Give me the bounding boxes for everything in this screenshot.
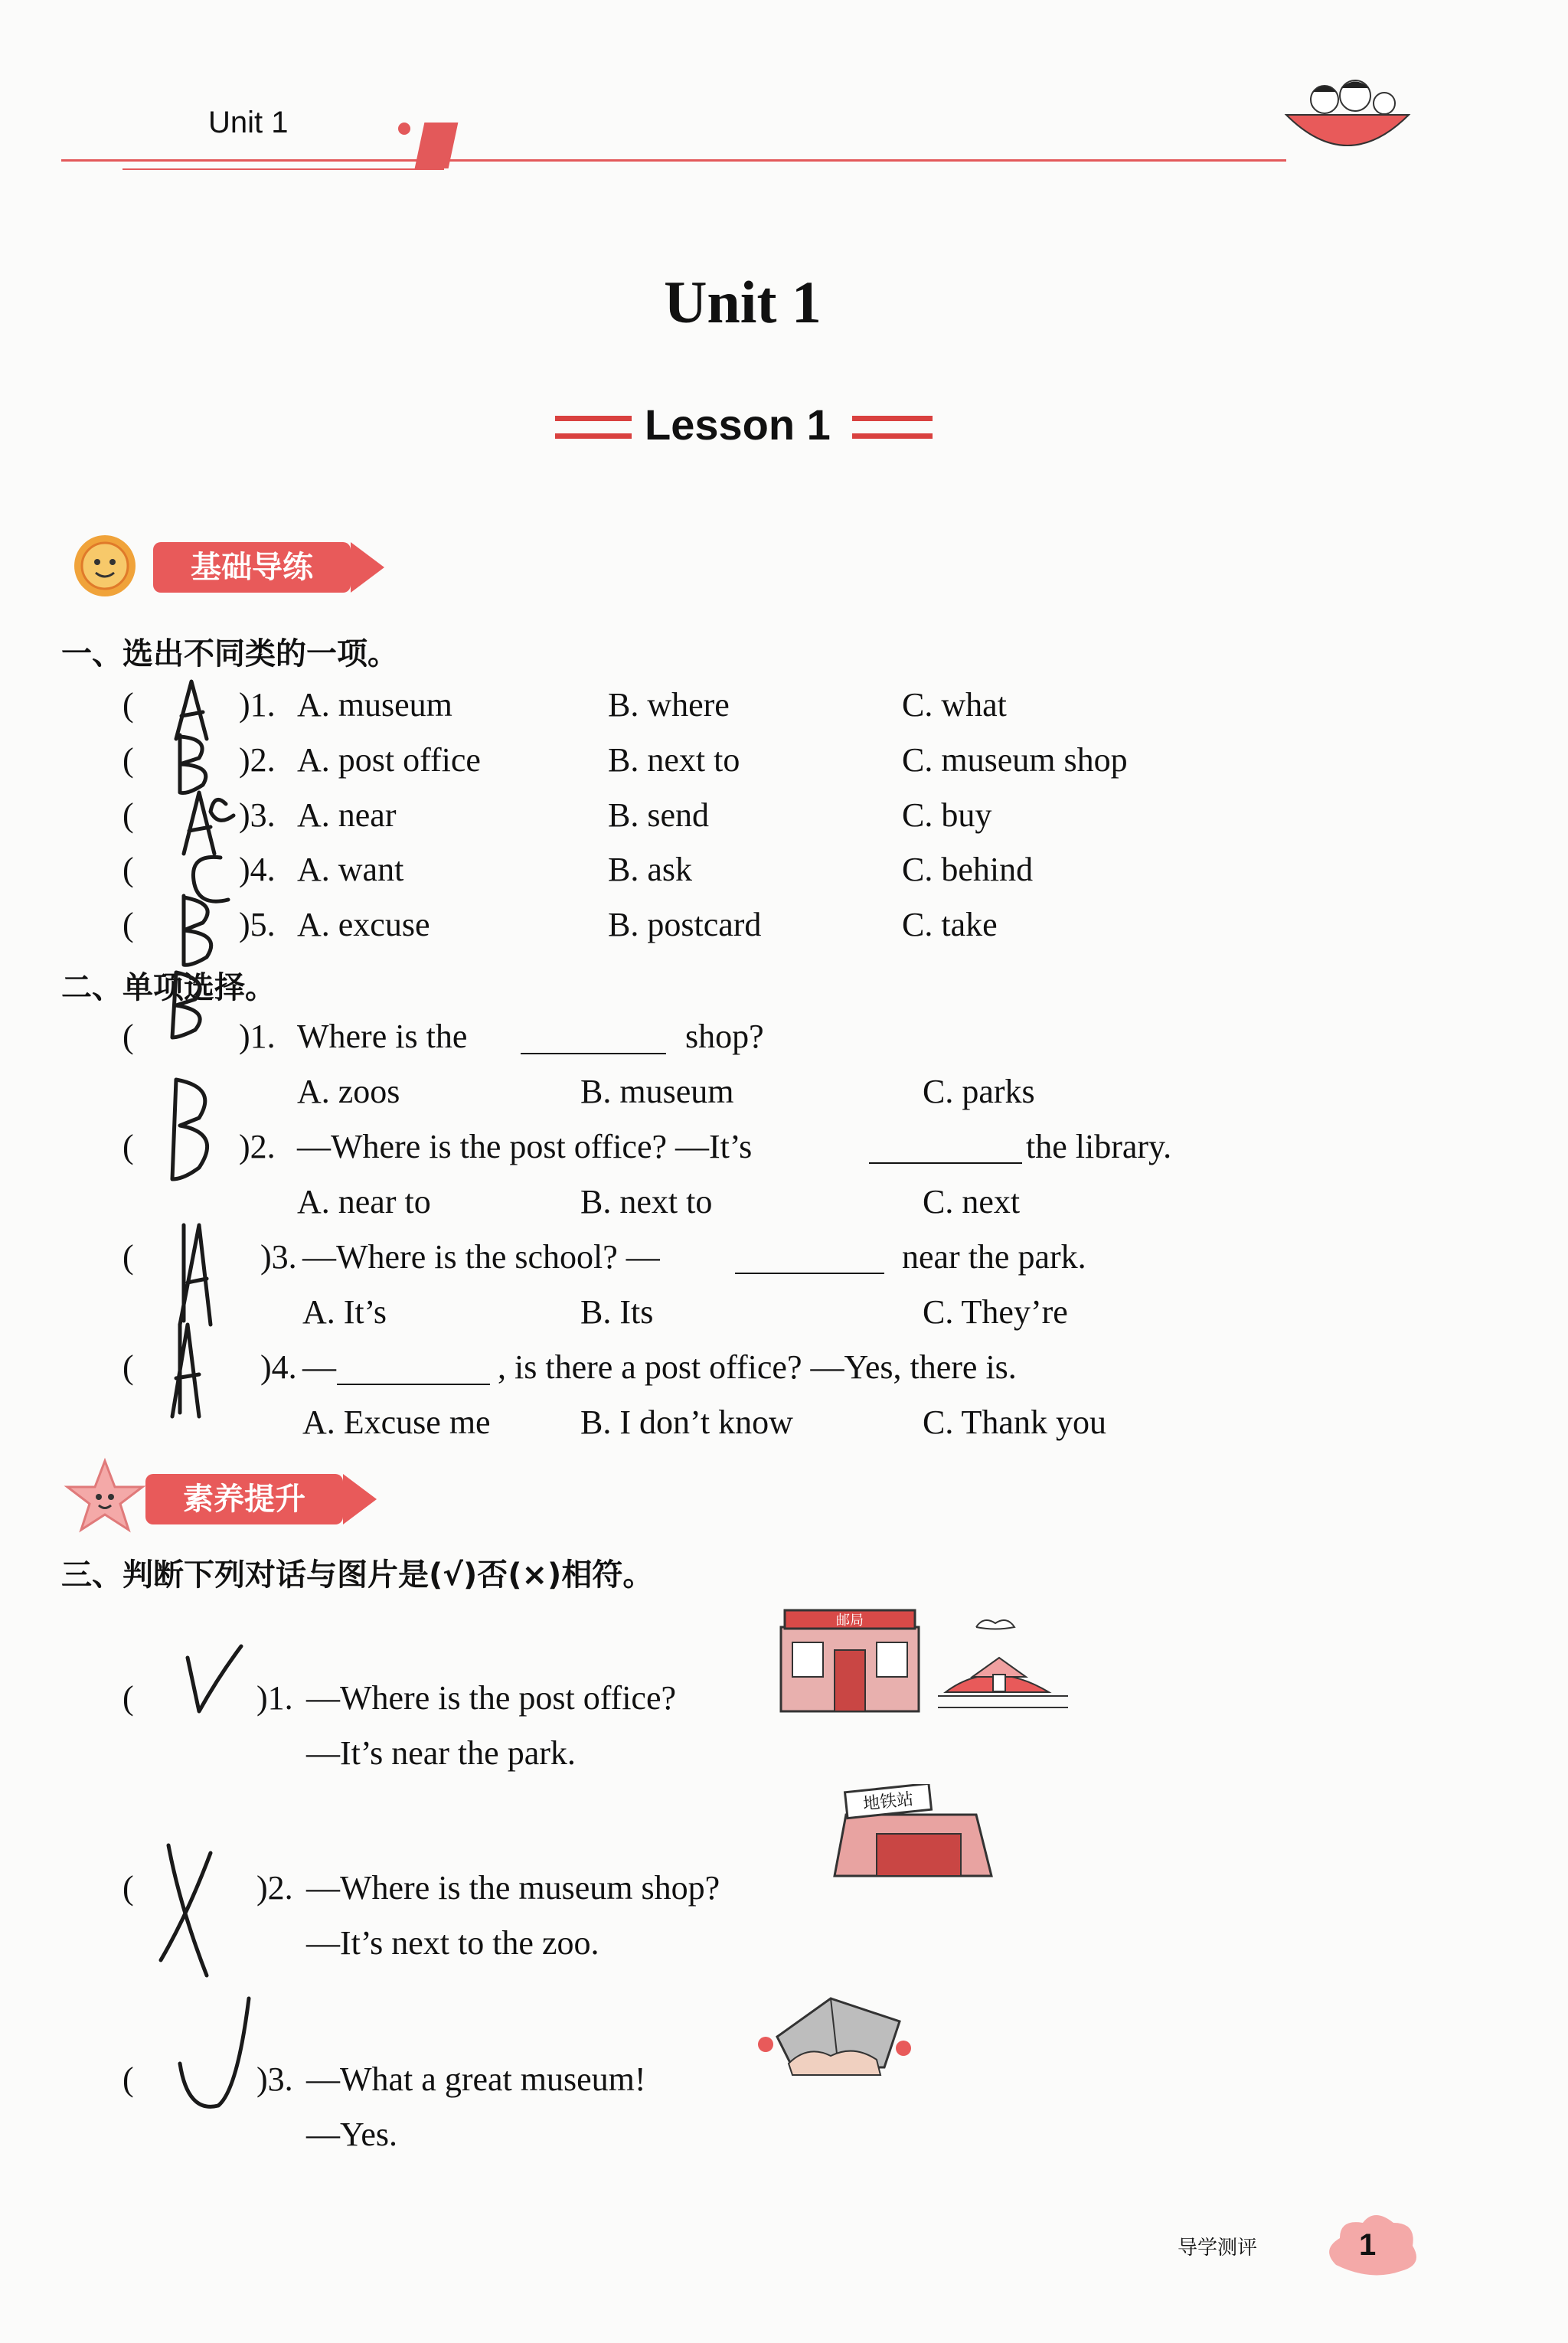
handwritten-answer-b4 [157, 1072, 226, 1187]
unit-title: Unit 1 [664, 269, 822, 335]
fill-blank-1[interactable] [521, 1022, 666, 1054]
post-office-park-picture [777, 1604, 1068, 1715]
star-mascot-icon [63, 1455, 147, 1539]
handwritten-check-1 [172, 1639, 249, 1723]
badge-advance: 素养提升 [145, 1474, 343, 1524]
header-tab-marker [415, 123, 459, 168]
lesson-title: Lesson 1 [645, 400, 831, 449]
lesson-bar-left-2 [555, 433, 632, 439]
handwritten-cross-2 [145, 1838, 230, 1983]
lesson-bar-right-2 [852, 433, 933, 439]
svg-text:邮局: 邮局 [836, 1613, 864, 1629]
section-1-heading: 一、选出不同类的一项。 [61, 636, 398, 672]
header-dot [398, 123, 410, 135]
page-number: 1 [1359, 2228, 1377, 2262]
handwritten-answer-a4 [157, 1309, 226, 1424]
header-rule-2 [122, 168, 444, 170]
lesson-bar-left-1 [555, 416, 632, 421]
badge-advance-tip [343, 1474, 377, 1524]
svg-text:地铁站: 地铁站 [862, 1789, 915, 1815]
subway-station-picture [831, 1784, 999, 1884]
header-unit-label: Unit 1 [208, 106, 289, 139]
badge-basic-tip [351, 542, 384, 593]
fill-blank-3[interactable] [735, 1242, 884, 1274]
fill-blank-2[interactable] [869, 1132, 1022, 1164]
section-2-heading: 二、单项选择。 [61, 970, 276, 1005]
footer-label: 导学测评 [1178, 2237, 1258, 2260]
handwritten-check-3 [172, 1991, 264, 2121]
fill-blank-4[interactable] [337, 1353, 490, 1385]
section-3-heading: 三、判断下列对话与图片是(√)否(×)相符。 [61, 1557, 654, 1593]
handwritten-answer-b3 [157, 961, 218, 1045]
badge-basic: 基础导练 [153, 542, 351, 593]
museum-dinosaur-picture [746, 1991, 915, 2090]
lesson-bar-right-1 [852, 416, 933, 421]
sun-mascot-icon [63, 524, 147, 608]
handwritten-answer-b2 [165, 888, 234, 972]
header-rule [61, 159, 1286, 162]
kids-boat-illustration [1271, 61, 1424, 168]
